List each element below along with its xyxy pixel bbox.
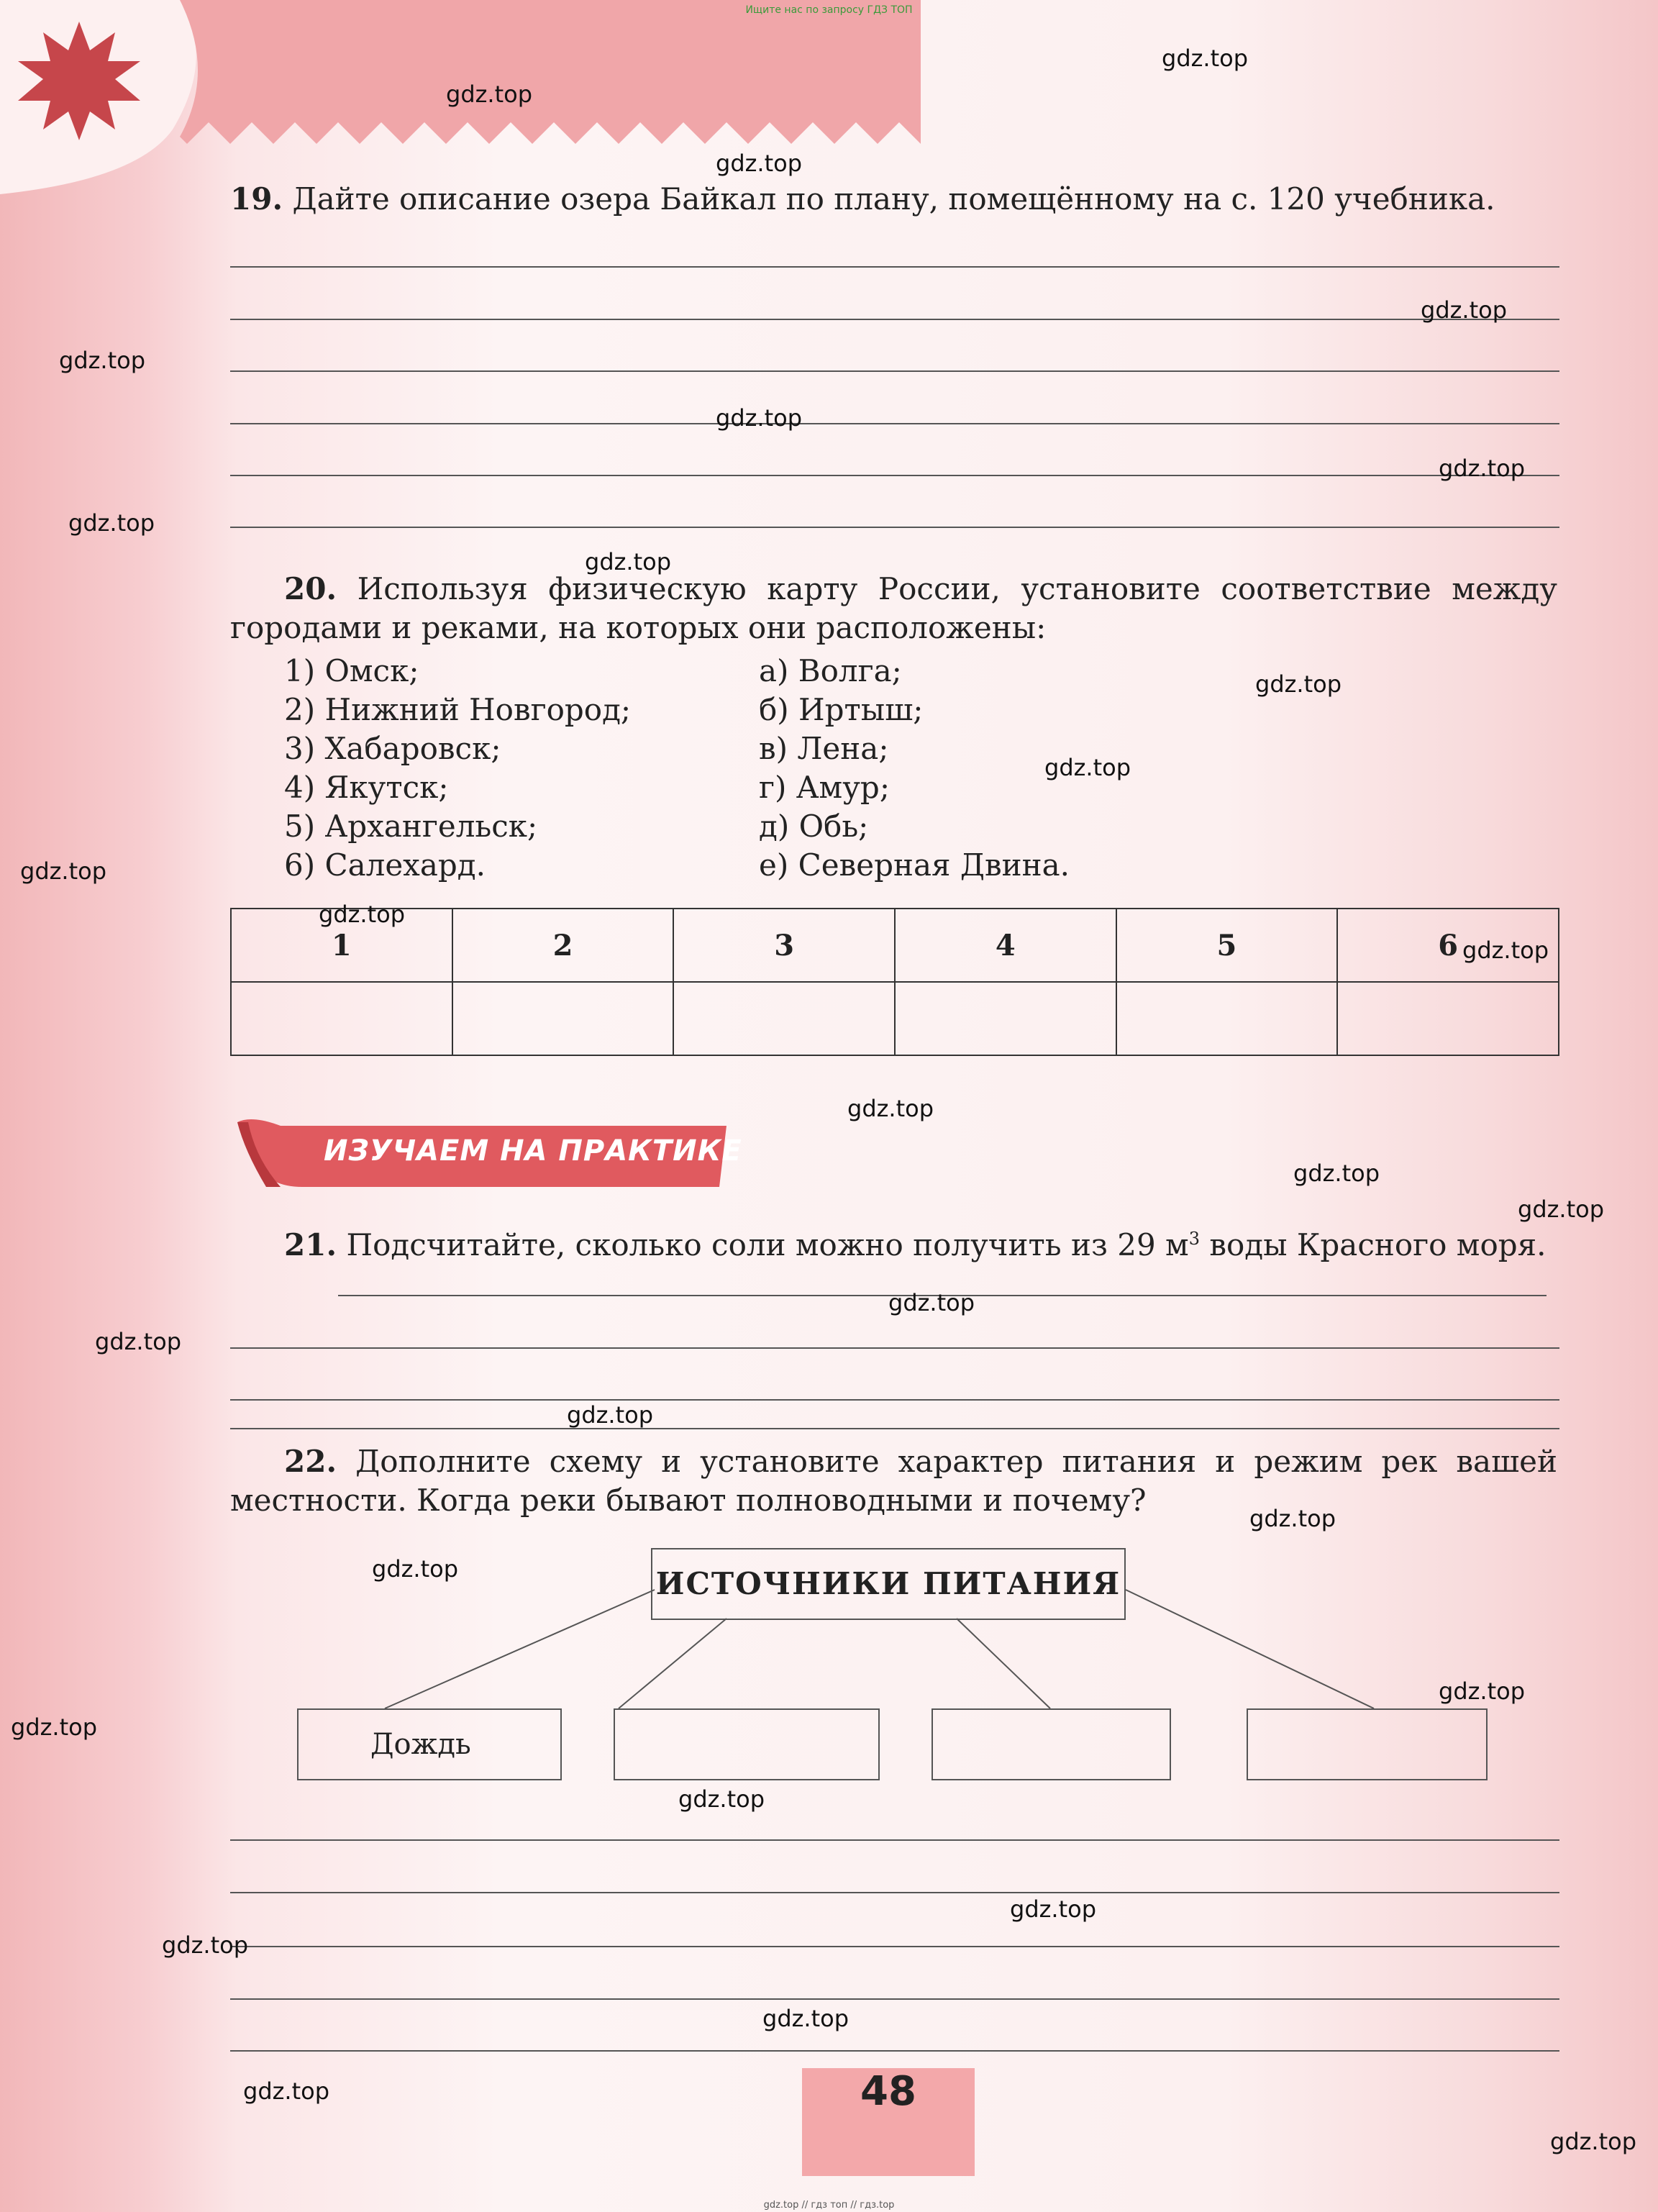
answer-line-19-1 — [230, 266, 1559, 268]
answer-line-19-3 — [230, 370, 1559, 372]
watermark: gdz.top — [716, 150, 803, 177]
scheme-child-box[interactable] — [297, 1708, 562, 1780]
answer-line-21-4 — [230, 1428, 1559, 1429]
watermark: gdz.top — [1462, 937, 1549, 964]
question-19 — [230, 180, 1557, 219]
page-number: 48 — [802, 2068, 975, 2176]
matching-answer-cell[interactable] — [895, 982, 1116, 1055]
bottom-note: gdz.top // гдз топ // гдз.top — [763, 2200, 895, 2211]
scheme-child-box[interactable] — [1247, 1708, 1488, 1780]
scheme-child-label: Дождь — [370, 1728, 471, 1761]
answer-line-19-6 — [230, 527, 1559, 528]
matching-answer-cell[interactable] — [673, 982, 895, 1055]
watermark: gdz.top — [1249, 1505, 1336, 1532]
question-22 — [230, 1442, 1557, 1520]
matching-answer-cell[interactable] — [1116, 982, 1338, 1055]
watermark: gdz.top — [762, 2005, 850, 2032]
watermark: gdz.top — [1421, 296, 1508, 324]
watermark: gdz.top — [1044, 754, 1131, 781]
watermark: gdz.top — [243, 2077, 330, 2105]
answer-line-22-2 — [230, 1892, 1559, 1893]
watermark: gdz.top — [1439, 455, 1526, 482]
question-21-number: 21. — [284, 1227, 337, 1262]
watermark: gdz.top — [1293, 1160, 1380, 1187]
river-item: е) Северная Двина. — [759, 847, 1070, 883]
header-decoration — [0, 0, 1658, 209]
question-22-text: Дополните схему и установите характер питания и режим рек вашей местности. Когда реки бывают полноводными и почему? — [230, 1444, 1557, 1518]
city-item: 6) Салехард. — [284, 847, 486, 883]
watermark: gdz.top — [372, 1555, 459, 1583]
question-19-number: 19. — [230, 181, 283, 217]
river-item: а) Волга; — [759, 653, 902, 688]
matching-header-cell: 1 — [231, 909, 452, 982]
matching-header-cell: 4 — [895, 909, 1116, 982]
cities-list — [284, 652, 631, 885]
top-search-note: Ищите нас по запросу ГДЗ ТОП — [745, 4, 913, 16]
scheme-child-box[interactable] — [932, 1708, 1171, 1780]
watermark: gdz.top — [446, 81, 533, 108]
matching-header-cell: 6 — [1337, 909, 1559, 982]
matching-table-answer-row — [231, 982, 1559, 1055]
scheme-root-label: ИСТОЧНИКИ ПИТАНИЯ — [655, 1566, 1121, 1601]
watermark: gdz.top — [678, 1785, 765, 1813]
answer-line-22-1 — [230, 1839, 1559, 1841]
matching-header-cell: 3 — [673, 909, 895, 982]
watermark: gdz.top — [1162, 45, 1249, 72]
question-20 — [230, 570, 1557, 647]
question-21-text-before: Подсчитайте, сколько соли можно получить из 29 м — [346, 1227, 1189, 1262]
watermark: gdz.top — [567, 1401, 654, 1429]
watermark: gdz.top — [68, 509, 155, 537]
answer-line-22-3 — [230, 1946, 1559, 1947]
question-20-number: 20. — [284, 571, 337, 606]
watermark: gdz.top — [585, 548, 672, 575]
watermark: gdz.top — [162, 1931, 249, 1959]
watermark: gdz.top — [1255, 670, 1342, 698]
watermark: gdz.top — [716, 404, 803, 432]
watermark: gdz.top — [11, 1713, 98, 1741]
answer-line-21-3 — [230, 1399, 1559, 1401]
watermark: gdz.top — [1010, 1895, 1097, 1923]
city-item: 3) Хабаровск; — [284, 731, 501, 766]
answer-line-21-2 — [230, 1347, 1559, 1349]
matching-header-cell: 5 — [1116, 909, 1338, 982]
answer-line-19-4 — [230, 423, 1559, 424]
watermark: gdz.top — [59, 347, 146, 374]
question-21 — [230, 1219, 1557, 1265]
question-19-text: Дайте описание озера Байкал по плану, помещённому на с. 120 учебника. — [292, 181, 1495, 217]
matching-table-header-row — [231, 909, 1559, 982]
river-item: г) Амур; — [759, 770, 890, 805]
matching-answer-cell[interactable] — [452, 982, 674, 1055]
scheme-child-box[interactable] — [614, 1708, 880, 1780]
river-item: б) Иртыш; — [759, 692, 924, 727]
rivers-list — [759, 652, 1070, 885]
watermark: gdz.top — [1518, 1196, 1605, 1223]
city-item: 5) Архангельск; — [284, 809, 538, 844]
matching-answer-cell[interactable] — [231, 982, 452, 1055]
question-22-number: 22. — [284, 1444, 337, 1479]
matching-header-cell: 2 — [452, 909, 674, 982]
answer-line-19-2 — [230, 319, 1559, 320]
matching-answer-cell[interactable] — [1337, 982, 1559, 1055]
question-20-text: Используя физическую карту России, установите соответствие между городами и реками, на которых они расположены: — [230, 571, 1557, 645]
answer-line-22-4 — [230, 1998, 1559, 2000]
matching-table — [230, 908, 1559, 1056]
city-item: 4) Якутск; — [284, 770, 449, 805]
question-21-superscript: 3 — [1188, 1229, 1200, 1249]
answer-line-22-5 — [230, 2050, 1559, 2052]
watermark: gdz.top — [1550, 2128, 1637, 2155]
watermark: gdz.top — [1439, 1678, 1526, 1705]
watermark: gdz.top — [847, 1095, 934, 1122]
watermark: gdz.top — [20, 857, 107, 885]
scheme-root-box — [651, 1548, 1126, 1620]
city-item: 2) Нижний Новгород; — [284, 692, 632, 727]
watermark: gdz.top — [319, 901, 406, 928]
city-item: 1) Омск; — [284, 653, 419, 688]
watermark: gdz.top — [95, 1328, 182, 1355]
section-banner-title: ИЗУЧАЕМ НА ПРАКТИКЕ — [324, 1134, 742, 1168]
watermark: gdz.top — [888, 1289, 975, 1316]
river-item: д) Обь; — [759, 809, 869, 844]
answer-line-19-5 — [230, 475, 1559, 476]
question-21-text-after: воды Красного моря. — [1199, 1227, 1547, 1262]
river-item: в) Лена; — [759, 731, 889, 766]
